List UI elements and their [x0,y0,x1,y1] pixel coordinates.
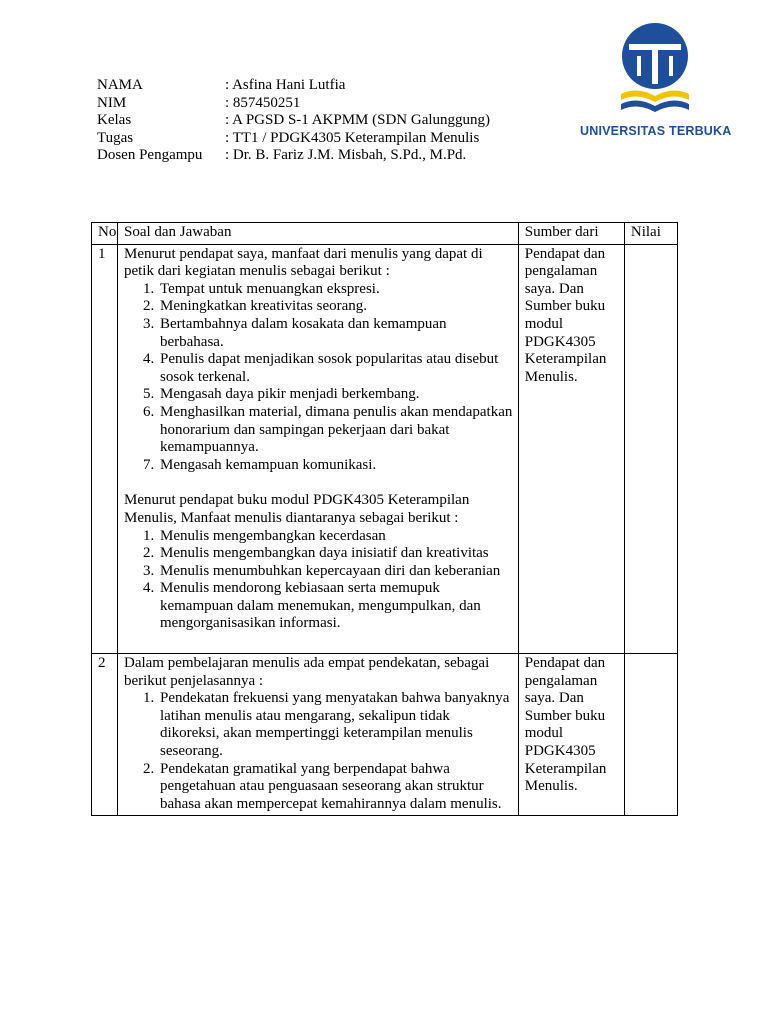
assignment-table [91,222,678,816]
source-cell: Pendapat dan pengalaman saya. Dan Sumber buku modul PDGK4305 Keterampilan Menulis. [518,654,624,816]
university-name: UNIVERSITAS TERBUKA [580,124,732,138]
list-item: 2. Pendekatan gramatikal yang berpendapat bahwa pengetahuan atau penguasaan seseorang akan struktur bahasa akan mempercepat kemahirannya dalam menulis. [158,761,513,814]
header-sumber: Sumber dari [518,223,624,245]
answer-list [124,528,513,634]
identity-label: Dosen Pengampu [97,147,203,164]
list-item: 4. Penulis dapat menjadikan sosok popularitas atau disebut sosok terkenal. [158,351,513,386]
score-cell [624,654,677,816]
list-item: 3. Menulis menumbuhkan kepercayaan diri dan keberanian [158,563,513,581]
identity-value: : Dr. B. Fariz J.M. Misbah, S.Pd., M.Pd. [225,147,467,164]
table-row [92,244,678,653]
list-item: 4. Menulis mendorong kebiasaan serta memupuk kemampuan dalam menemukan, mengumpulkan, dan mengorganisasikan informasi. [158,580,513,633]
list-item: 1. Pendekatan frekuensi yang menyatakan bahwa banyaknya latihan menulis atau mengarang, sekalipun tidak dikoreksi, akan mempertinggi keterampilan menulis seseorang. [158,690,513,760]
list-item: 2. Meningkatkan kreativitas seorang. [158,298,513,316]
table-row [92,654,678,816]
identity-row-nim [97,95,490,113]
list-item: 5. Mengasah daya pikir menjadi berkembang. [158,386,513,404]
list-item: 3. Bertambahnya dalam kosakata dan kemampuan berbahasa. [158,316,513,351]
list-item: 1. Tempat untuk menuangkan ekspresi. [158,281,513,299]
answer-intro: Menurut pendapat saya, manfaat dari menulis yang dapat di petik dari kegiatan menulis sebagai berikut : [123,245,483,280]
list-item: 7. Mengasah kemampuan komunikasi. [158,457,513,475]
answer-list [124,690,513,813]
answer-cell [117,654,518,816]
identity-value: : A PGSD S-1 AKPMM (SDN Galunggung) [225,112,491,129]
row-number: 2 [92,654,118,816]
answer-intro: Dalam pembelajaran menulis ada empat pendekatan, sebagai berikut penjelasannya : [123,655,490,689]
identity-block [97,77,490,165]
answer-list [124,281,513,475]
identity-value: : TT1 / PDGK4305 Keterampilan Menulis [225,129,480,146]
university-emblem-icon [617,20,693,120]
header-nilai: Nilai [624,223,677,245]
university-logo [580,20,730,145]
list-item: 2. Menulis mengembangkan daya inisiatif dan kreativitas [158,545,513,563]
identity-label: Kelas [97,112,132,129]
table-header-row [92,223,678,245]
answer-intro: Menurut pendapat buku modul PDGK4305 Keterampilan Menulis, Manfaat menulis diantaranya sebagai berikut : [123,492,470,526]
identity-label: NAMA [97,77,143,93]
header-no: No [92,223,118,245]
answer-cell [117,244,518,653]
identity-label: NIM [97,94,127,111]
list-item: 6. Menghasilkan material, dimana penulis akan mendapatkan honorarium dan sampingan pekerjaan dari bakat kemampuannya. [158,404,513,457]
row-number: 1 [92,244,118,653]
list-item: 1. Menulis mengembangkan kecerdasan [158,528,513,546]
header-soal: Soal dan Jawaban [117,223,518,245]
identity-row-tugas [97,130,490,148]
score-cell [624,244,677,653]
identity-value: : Asfina Hani Lutfia [225,77,346,93]
identity-label: Tugas [97,129,134,146]
identity-row-dosen [97,147,490,165]
identity-row-nama [97,77,490,95]
source-cell: Pendapat dan pengalaman saya. Dan Sumber buku modul PDGK4305 Keterampilan Menulis. [518,244,624,653]
identity-row-kelas [97,112,490,130]
identity-value: : 857450251 [225,94,301,111]
